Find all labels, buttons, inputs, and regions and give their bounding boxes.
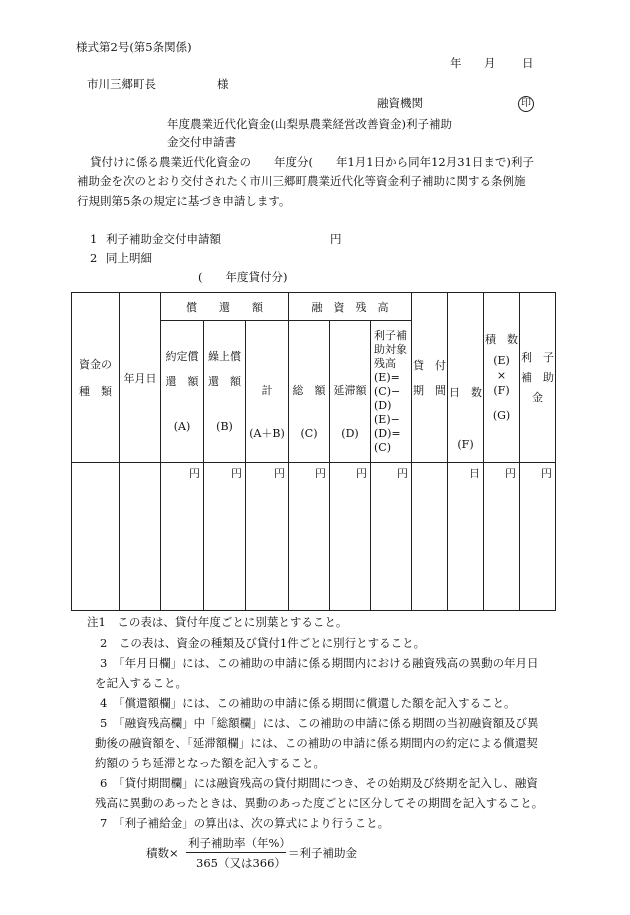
cell-days[interactable]: 日: [448, 463, 484, 611]
item2-label: 同上明細: [106, 251, 152, 265]
formula-denominator: 365（又は366）: [196, 856, 286, 870]
header-balance: 融 資 残 高: [289, 293, 412, 321]
date-day: 日: [522, 56, 534, 70]
cell-interest[interactable]: 円: [520, 463, 556, 611]
header-sum: 総 額 (C): [289, 321, 330, 463]
header-period: 貸 付 期 間: [412, 293, 448, 463]
note-1: 注1 この表は、貸付年度ごとに別葉とすること。: [87, 615, 348, 629]
header-target-balance: 利子補 助対象 残高 (E)= (C)− (D) (E)− (D)= (C): [371, 321, 412, 463]
note-5: 5 「融資残高欄」中「総額欄」には、この補助の申請に係る期間の当初融資額及び異: [100, 716, 539, 730]
formula-numerator: 利子補助率（年%）: [188, 836, 291, 850]
header-overdue: 延滞額 (D): [330, 321, 371, 463]
formula-result: ＝利子補助金: [288, 846, 357, 860]
note-7: 7 「利子補給金」の算出は、次の算式により行うこと。: [100, 816, 390, 830]
cell-total[interactable]: 円: [246, 463, 289, 611]
form-id: 様式第2号(第5条関係): [76, 40, 192, 54]
item1-label: 利子補助金交付申請額: [106, 232, 221, 246]
cell-early[interactable]: 円: [204, 463, 246, 611]
cell-scheduled[interactable]: 円: [161, 463, 204, 611]
header-total: 計 (A＋B): [246, 321, 289, 463]
body-line-1: 貸付けに係る農業近代化資金の 年度分( 年1月1日から同年12月31日まで)利子: [90, 155, 534, 169]
addressee-honorific: 様: [217, 77, 229, 91]
applicant-label: 融資機関: [377, 96, 423, 110]
item2-number: 2: [90, 251, 98, 265]
note-4: 4 「償還額欄」には、この補助の申請に係る期間に償還した額を記入すること。: [100, 696, 516, 710]
note-3-cont: を記入すること。: [95, 676, 187, 690]
note-5-cont1: 動後の融資額を、「延滞額欄」には、この補助の申請に係る期間内の約定による償還契: [95, 736, 538, 750]
title-line1: 年度農業近代化資金(山梨県農業経営改善資金)利子補助: [167, 117, 452, 131]
item1-number: 1: [90, 232, 98, 246]
cell-date[interactable]: [120, 463, 161, 611]
addressee-name: 市川三郷町長: [87, 77, 156, 91]
header-early: 繰上償 還 額 (B): [204, 321, 246, 463]
table-caption: ( 年度貸付分): [198, 270, 288, 284]
seal-icon: 印: [518, 96, 534, 112]
title-line2: 金交付申請書: [167, 135, 236, 149]
note-6: 6 「貸付期間欄」には融資残高の貸付期間につき、その始期及び終期を記入し、融資: [100, 776, 538, 790]
header-repayment: 償 還 額: [161, 293, 289, 321]
body-line-3: 行規則第5条の規定に基づき申請します。: [77, 194, 291, 208]
formula-prefix: 積数×: [146, 846, 179, 860]
header-product: 積 数 (E) × (F) (G): [484, 293, 520, 463]
header-date: 年月日: [120, 293, 161, 463]
header-days: 日 数 (F): [448, 293, 484, 463]
note-3: 3 「年月日欄」には、この補助の申請に係る期間内における融資残高の異動の年月日: [100, 656, 539, 670]
body-line-2: 補助金を次のとおり交付されたく市川三郷町農業近代化等資金利子補助に関する条例施: [77, 174, 526, 188]
header-scheduled: 約定償 還 額 (A): [161, 321, 204, 463]
date-month: 月: [484, 56, 496, 70]
cell-product[interactable]: 円: [484, 463, 520, 611]
cell-fund-type[interactable]: [72, 463, 120, 611]
detail-table: [71, 292, 556, 611]
cell-target-balance[interactable]: 円: [371, 463, 412, 611]
fraction-bar: [186, 852, 286, 853]
date-year: 年: [450, 56, 462, 70]
seal-mark: [518, 96, 534, 112]
header-interest: 利 子 補 助 金: [520, 293, 556, 463]
cell-overdue[interactable]: 円: [330, 463, 371, 611]
note-6-cont: 残高に異動のあったときは、異動のあった度ごとに区分してその期間を記入すること。: [95, 796, 544, 810]
table-row: [72, 463, 556, 611]
note-2: 2 この表は、資金の種類及び貸付1件ごとに別行とすること。: [100, 636, 426, 650]
note-5-cont2: 約額のうち延滞となった額を記入すること。: [95, 756, 325, 770]
item1-unit: 円: [330, 232, 342, 246]
cell-period[interactable]: [412, 463, 448, 611]
cell-sum[interactable]: 円: [289, 463, 330, 611]
header-fund-type: 資金の 種 類: [72, 293, 120, 463]
